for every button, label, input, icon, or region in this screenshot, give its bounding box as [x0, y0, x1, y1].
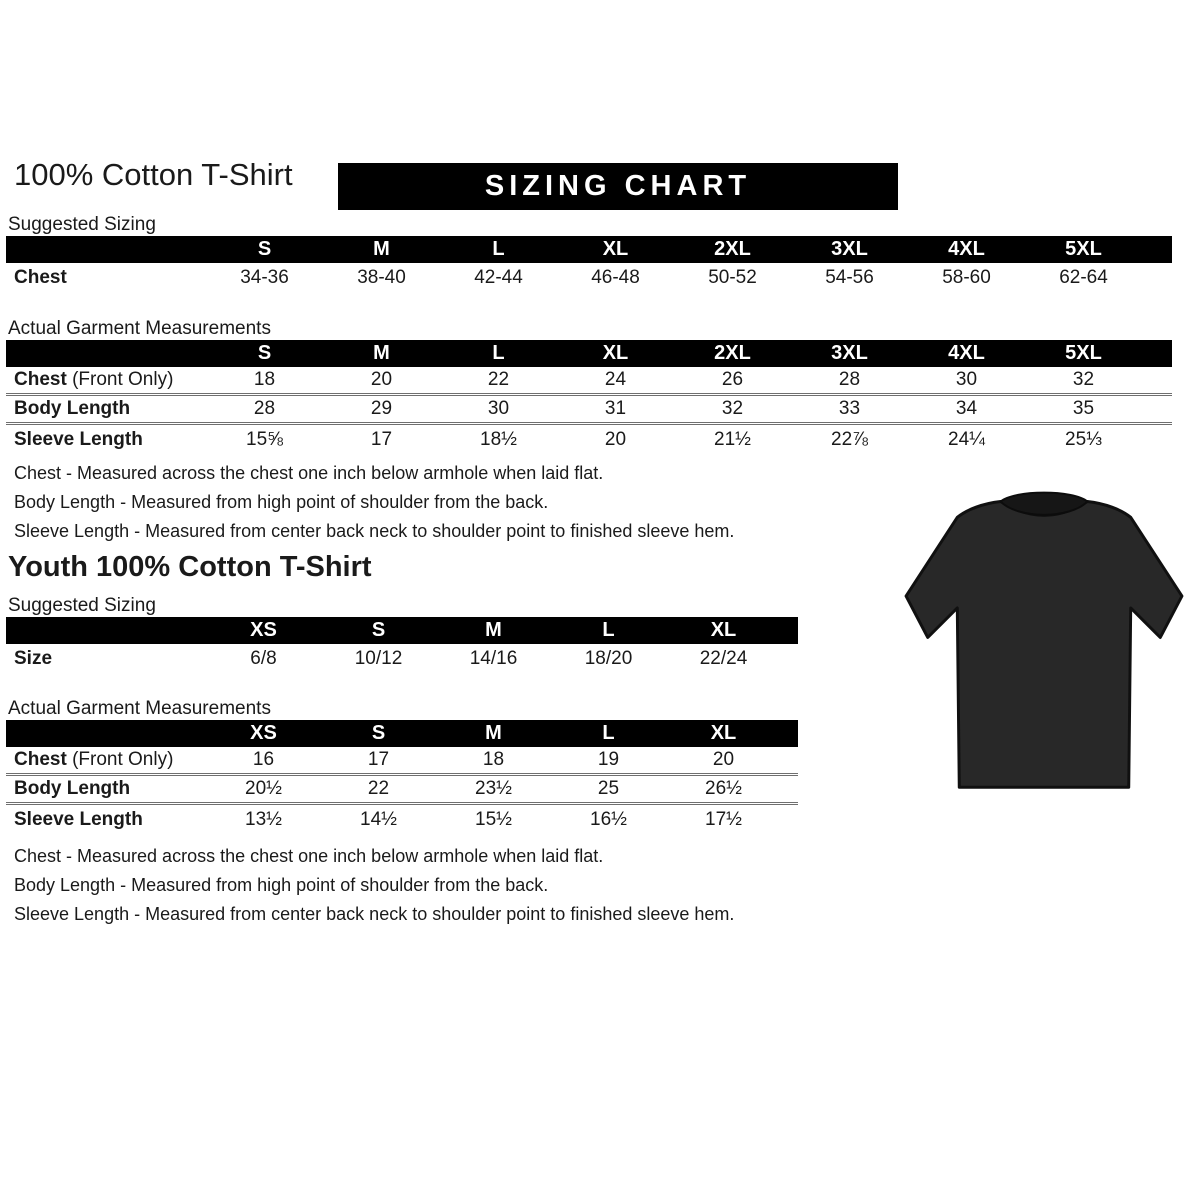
measurement-value: 17½ [705, 808, 742, 830]
row-label: Chest (Front Only) [14, 369, 174, 390]
youth-actual-measurements-table [6, 720, 798, 834]
column-header-m: M [373, 238, 390, 260]
chest-note: Chest - Measured across the chest one inch below armhole when laid flat. [14, 463, 604, 483]
column-header-5xl: 5XL [1065, 342, 1102, 364]
column-header-m: M [485, 722, 502, 744]
table-row [6, 644, 798, 673]
column-header-m: M [485, 619, 502, 641]
measurement-value: 28 [253, 398, 276, 419]
column-header-l: L [492, 238, 505, 260]
measurement-value: 31 [604, 398, 627, 419]
table-row [6, 776, 798, 805]
column-header-s: S [257, 342, 272, 364]
body-length-note: Body Length - Measured from high point of shoulder from the back. [14, 875, 549, 895]
table-row [6, 805, 798, 834]
column-header-xl: XL [710, 722, 737, 744]
column-header-l: L [492, 342, 505, 364]
measurement-value: 46-48 [591, 266, 640, 288]
measurement-value: 18/20 [584, 647, 633, 669]
measurement-value: 19 [597, 749, 620, 770]
adult-suggested-sizing-table [6, 236, 1172, 292]
measurement-value: 14/16 [469, 647, 518, 669]
column-header-xl: XL [710, 619, 737, 641]
black-tshirt-graphic [893, 470, 1195, 805]
measurement-value: 26½ [705, 778, 742, 799]
row-label: Sleeve Length [14, 808, 143, 830]
column-header-5xl: 5XL [1065, 238, 1102, 260]
column-header-xs: XS [250, 722, 277, 744]
youth-suggested-sizing-label: Suggested Sizing [8, 595, 156, 616]
measurement-value: 17 [367, 749, 390, 770]
measurement-value: 22⅞ [831, 428, 868, 450]
measurement-value: 17 [370, 428, 393, 450]
column-header-l: L [602, 619, 615, 641]
measurement-value: 30 [487, 398, 510, 419]
adult-suggested-sizing-label: Suggested Sizing [8, 214, 156, 235]
table-row [6, 425, 1172, 454]
column-header-4xl: 4XL [948, 238, 985, 260]
youth-actual-measurements-label: Actual Garment Measurements [8, 698, 271, 719]
sizing-chart-banner-label: SIZING CHART [484, 170, 752, 202]
measurement-value: 24¼ [948, 428, 985, 450]
measurement-value: 33 [838, 398, 861, 419]
adult-section-title: 100% Cotton T-Shirt [14, 157, 293, 192]
youth-suggested-sizing-table [6, 617, 798, 673]
measurement-value: 23½ [475, 778, 512, 799]
column-header-s: S [371, 722, 386, 744]
sleeve-length-note: Sleeve Length - Measured from center back neck to shoulder point to finished sleeve hem. [14, 521, 735, 541]
measurement-value: 25 [597, 778, 620, 799]
sleeve-length-note: Sleeve Length - Measured from center back neck to shoulder point to finished sleeve hem. [14, 904, 735, 924]
column-header-xs: XS [250, 619, 277, 641]
column-header-2xl: 2XL [714, 238, 751, 260]
measurement-value: 62-64 [1059, 266, 1108, 288]
youth-measurement-notes [14, 846, 1200, 925]
measurement-value: 14½ [360, 808, 397, 830]
table-header-bar [6, 720, 798, 747]
measurement-value: 50-52 [708, 266, 757, 288]
measurement-value: 34-36 [240, 266, 289, 288]
measurement-value: 35 [1072, 398, 1095, 419]
measurement-value: 13½ [245, 808, 282, 830]
measurement-value: 22 [487, 369, 510, 390]
measurement-value: 18 [482, 749, 505, 770]
column-header-xl: XL [602, 342, 629, 364]
measurement-value: 28 [838, 369, 861, 390]
adult-actual-measurements-label: Actual Garment Measurements [8, 318, 271, 339]
measurement-value: 30 [955, 369, 978, 390]
body-length-note: Body Length - Measured from high point of shoulder from the back. [14, 492, 549, 512]
measurement-value: 21½ [714, 428, 751, 450]
table-row [6, 396, 1172, 425]
row-label: Size [14, 647, 53, 669]
column-header-2xl: 2XL [714, 342, 751, 364]
table-header-bar [6, 236, 1172, 263]
table-row [6, 367, 1172, 396]
column-header-4xl: 4XL [948, 342, 985, 364]
row-label: Sleeve Length [14, 428, 143, 450]
measurement-value: 16½ [590, 808, 627, 830]
chest-note: Chest - Measured across the chest one inch below armhole when laid flat. [14, 846, 604, 866]
row-label: Body Length [14, 398, 131, 419]
row-label: Chest (Front Only) [14, 749, 174, 770]
adult-actual-measurements-table [6, 340, 1172, 454]
measurement-value: 32 [1072, 369, 1095, 390]
page-header [0, 157, 1200, 212]
sizing-chart-banner [338, 163, 898, 210]
measurement-value: 42-44 [474, 266, 523, 288]
row-label: Body Length [14, 778, 131, 799]
measurement-value: 20 [604, 428, 627, 450]
measurement-value: 10/12 [354, 647, 403, 669]
youth-section-title: Youth 100% Cotton T-Shirt [8, 551, 372, 583]
measurement-value: 20 [712, 749, 735, 770]
column-header-l: L [602, 722, 615, 744]
measurement-value: 26 [721, 369, 744, 390]
measurement-value: 6/8 [250, 647, 277, 669]
measurement-value: 18 [253, 369, 276, 390]
tshirt-image [893, 470, 1195, 805]
measurement-value: 20 [370, 369, 393, 390]
measurement-value: 25⅓ [1065, 428, 1102, 450]
measurement-value: 29 [370, 398, 393, 419]
column-header-3xl: 3XL [831, 238, 868, 260]
measurement-value: 58-60 [942, 266, 991, 288]
measurement-value: 34 [955, 398, 978, 419]
measurement-value: 22/24 [699, 647, 748, 669]
measurement-value: 22 [367, 778, 390, 799]
measurement-value: 18½ [480, 428, 517, 450]
table-header-bar [6, 340, 1172, 367]
measurement-value: 20½ [245, 778, 282, 799]
table-row [6, 263, 1172, 292]
table-row [6, 747, 798, 776]
measurement-value: 54-56 [825, 266, 874, 288]
measurement-value: 15⅝ [246, 428, 283, 450]
column-header-s: S [371, 619, 386, 641]
measurement-value: 15½ [475, 808, 512, 830]
measurement-value: 24 [604, 369, 627, 390]
column-header-3xl: 3XL [831, 342, 868, 364]
column-header-m: M [373, 342, 390, 364]
measurement-value: 16 [252, 749, 275, 770]
measurement-value: 38-40 [357, 266, 406, 288]
column-header-s: S [257, 238, 272, 260]
table-header-bar [6, 617, 798, 644]
column-header-xl: XL [602, 238, 629, 260]
tshirt-body [906, 502, 1182, 788]
row-label: Chest [14, 266, 67, 288]
measurement-value: 32 [721, 398, 744, 419]
